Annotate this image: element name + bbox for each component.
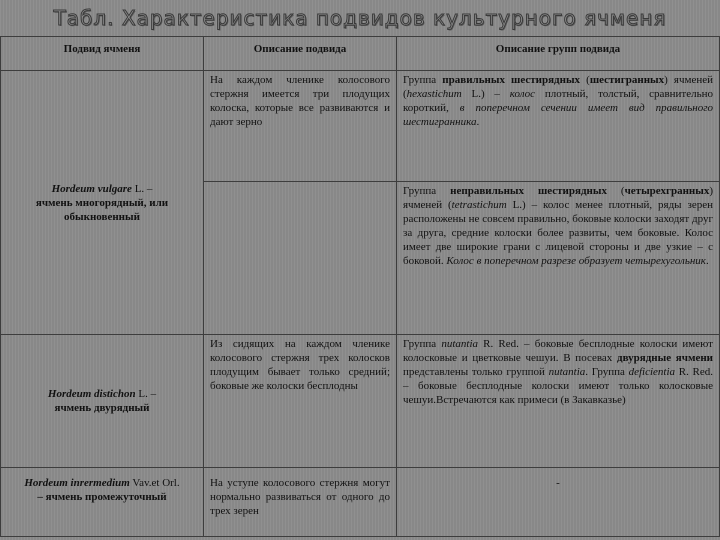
group-cell: - <box>397 468 720 537</box>
description-cell: На каждом членике колосового стержня имеется три плодущих колоска, которые все развиваются и дают зерно <box>204 71 397 182</box>
subspecies-cell <box>1 335 204 468</box>
subspecies-table <box>0 36 720 537</box>
description-cell-empty <box>204 182 397 335</box>
table-row <box>1 468 720 537</box>
latin-name: Hordeum vulgare <box>51 182 132 195</box>
table-row <box>1 335 720 468</box>
russian-name: – ячмень промежуточный <box>37 491 167 503</box>
subspecies-cell <box>1 468 204 537</box>
header-subspecies: Подвид ячменя <box>1 37 204 71</box>
table-header-row <box>1 37 720 71</box>
author: Vav.et Orl. <box>129 477 180 489</box>
latin-name: Hordeum distichon <box>47 388 136 400</box>
author: L. – <box>131 182 153 195</box>
table-row <box>1 71 720 182</box>
russian-name: ячмень многорядный, или обыкновенный <box>35 196 169 223</box>
latin-name: Hordeum inrermedium <box>24 477 130 489</box>
russian-name: ячмень двурядный <box>54 402 150 414</box>
description-cell: На уступе колосового стержня могут нормально развиваться от одного до трех зерен <box>204 468 397 537</box>
group-cell: Группа правильных шестирядных (шестигранных) ячменей (hexastichum L.) – колос плотный, толстый, сравнительно короткий, в поперечном сечении имеет вид правильного шестигранника. <box>397 71 720 182</box>
group-cell: Группа неправильных шестирядных (четырехгранных) ячменей (tetrastichum L.) – колос менее плотный, ряды зерен расположены не совсем правильно, боковые колоски заходят друг за друга, средние колоски более развиты, чем боковые. Колос имеет две широкие грани с лицевой стороны и две узкие – с боковой. Колос в поперечном разрезе образует четырехугольник. <box>397 182 720 335</box>
description-cell: Из сидящих на каждом членике колосового стержня трех колосков плодущим бывает только средний; боковые же колоски бесплодны <box>204 335 397 468</box>
header-groups: Описание групп подвида <box>397 37 720 71</box>
subspecies-cell <box>1 71 204 335</box>
group-cell: Группа nutantia R. Red. – боковые бесплодные колоски имеют колосковые и цветковые чешуи. В посевах двурядные ячмени представлены только группой nutantia. Группа deficientia R. Red. – боковые бесплодные колоски имеют только колосковые чешуи.Встречаются как примеси (в Закавказье) <box>397 335 720 468</box>
page-title: Табл. Характеристика подвидов культурного ячменя <box>53 6 667 30</box>
header-description: Описание подвида <box>204 37 397 71</box>
author: L. – <box>135 388 157 400</box>
